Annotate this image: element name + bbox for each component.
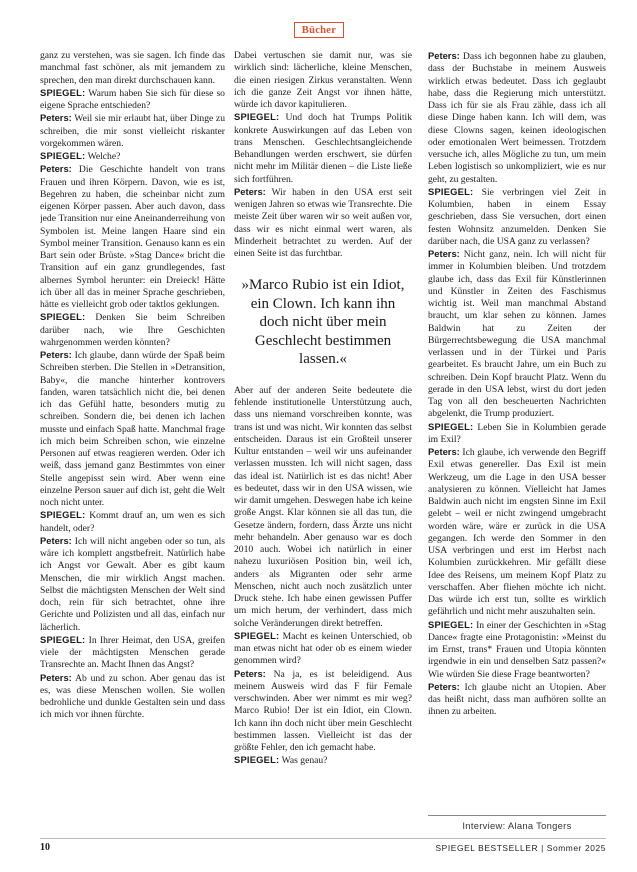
footer-rule: [40, 838, 606, 839]
column-1: [40, 50, 225, 850]
paragraph: Peters: Ab und zu schon. Aber genau das ist es, was diese Menschen wollen. Sie wollen bedrohliche und dunkle Gestalten sein und dass ich mich vor ihnen fürchte.: [40, 671, 225, 721]
credit-rule: [428, 815, 606, 816]
paragraph: SPIEGEL: Sie verbringen viel Zeit in Kolumbien, haben in einem Essay geschrieben, dass Sie versuchen, dort einen festen Wohnsitz anzumelden. Denken Sie darüber nach, die USA ganz zu verlassen?: [428, 185, 606, 247]
column-2: [234, 50, 412, 850]
paragraph: SPIEGEL: Kommt drauf an, um wen es sich handelt, oder?: [40, 509, 225, 534]
paragraph: Peters: Weil sie mir erlaubt hat, über Dinge zu schreiben, die mir sonst vielleicht riskanter vorgekommen wären.: [40, 112, 225, 149]
paragraph: Peters: Die Geschichte handelt von trans Frauen und ihren Körpern. Davon, wie es ist, Begehren zu haben, die scheinbar nicht zum eigenen Körper passen. Aber auch davon, dass jede Transition nur eine Aneinanderreihung von Symbolen ist. Meine langen Haare sind ein Symbol meiner Transition. Genauso kann es ein Bart sein oder Brüste. »Stag Dance« bricht die Transition auf ein ganz grundlegendes, fast albernes Symbol herunter: ein Dreieck! Hätte ich über all das in meiner Sprache geschrieben, hätte es vielleicht grob oder taktlos geklungen.: [40, 163, 225, 310]
paragraph: SPIEGEL: Denken Sie beim Schreiben darüber nach, wie Ihre Geschichten wahrgenommen werden könnten?: [40, 311, 225, 348]
paragraph: SPIEGEL: Macht es keinen Unterschied, ob man etwas nicht hat oder ob es einem wieder genommen wird?: [234, 629, 412, 667]
paragraph: SPIEGEL: In einer der Geschichten in »Stag Dance« fragte eine Protagonistin: »Meinst du im Ernst, trans* Frauen und Utopia könnten irgendwie in ein und denselben Satz passen?« Wie würden Sie diese Frage beantworten?: [428, 618, 606, 680]
pull-quote: »Marco Rubio ist ein Idiot, ein Clown. Ich kann ihn doch nicht über mein Geschlecht bestimmen lassen.«: [241, 277, 405, 368]
interview-credit: Interview: Alana Tongers: [462, 820, 572, 831]
paragraph: SPIEGEL: Und doch hat Trumps Politik konkrete Auswirkungen auf das Leben von trans Menschen. Geschlechtsangleichende Behandlungen werden erschwert, sie dürfen nicht mehr im Militär dienen – die Liste ließe sich fortführen.: [234, 111, 412, 185]
section-tag: Bücher: [294, 22, 344, 38]
paragraph: Peters: Na ja, es ist beleidigend. Aus meinem Ausweis wird das F für Female verschwinden. Aber wer nimmt es mir weg? Marco Rubio! Der ist ein Idiot, ein Clown. Ich kann ihn doch nicht über mein Geschlecht bestimmen lassen. Vielleicht ist das der größte Fehler, den ich gemacht habe.: [234, 667, 412, 753]
paragraph: SPIEGEL: Was genau?: [234, 754, 328, 767]
column-3: [428, 50, 606, 815]
magazine-footer: SPIEGEL BESTSELLER | Sommer 2025: [435, 843, 606, 853]
paragraph: SPIEGEL: Leben Sie in Kolumbien gerade im Exil?: [428, 420, 606, 445]
paragraph: Peters: Ich glaube nicht an Utopien. Aber das heißt nicht, dass man aufhören sollte an ihnen zu arbeiten.: [428, 680, 606, 718]
paragraph: Aber auf der anderen Seite bedeutete die fehlende institutionelle Unterstützung auch, dass uns niemand vorschreiben konnte, was trans ist und was nicht. Wir konnten das selbst entscheiden. Daraus ist ein Großteil unserer Kultur entstanden – weil wir uns aufeinander verlassen mussten. Ich will nicht sagen, dass das ideal ist. Natürlich ist es das nicht! Aber es bedeutet, dass wir in den USA wissen, wie wir damit umgehen. Deswegen habe ich keine große Angst. Klar können sie all das tun, die Gesetze ändern, fordern, dass Ärzte uns nicht mehr behandeln. Aber genauso war es doch 2010 auch. Wobei ich natürlich in einer nahezu luxuriösen Position bin, weil ich, anders als Migranten oder sehr arme Menschen, nicht auch noch zusätzlich unter Druck stehe. Ich habe einen gewissen Puffer um mich herum, der verhindert, dass mich solche Veränderungen direkt betreffen.: [234, 384, 412, 629]
paragraph: ganz zu verstehen, was sie sagen. Ich finde das manchmal fast schöner, als mit jemandem zu sprechen, den man direkt durchschauen kann.: [40, 50, 225, 86]
paragraph: Peters: Ich glaube, dann würde der Spaß beim Schreiben sterben. Die Stellen in »Detransition, Baby«, die manche hinterher kontrovers fanden, waren tatsächlich nicht die, bei denen ich das Gefühl hatte, besonders mutig zu schreiben. Sondern die, bei denen ich lachen musste und einfach Spaß hatte. Manchmal frage ich mich beim Schreiben schon, wie einzelne Personen auf etwas reagieren werden. Oder ich weiß, dass jemand ganz Bestimmtes von einer Stelle angepisst sein wird. Aber wenn eine einzelne Person sauer auf dich ist, geht die Welt noch nicht unter.: [40, 349, 225, 508]
paragraph: Dabei vertuschen sie damit nur, was sie wirklich sind: lächerliche, kleine Menschen, die einen riesigen Zirkus veranstalten. Wenn ich die ganze Zeit Angst vor ihnen hätte, würde ich davor kapitulieren.: [234, 50, 412, 110]
page-number: 10: [40, 842, 50, 853]
paragraph: SPIEGEL: Warum haben Sie sich für diese so eigene Sprache entschieden?: [40, 86, 225, 111]
paragraph: Peters: Ich glaube, ich verwende den Begriff Exil etwas genereller. Das Exil ist mein Werkzeug, um die Lage in den USA besser analysieren zu können. Vielleicht hat James Baldwin auch nicht im engsten Sinne im Exil gelebt – weil er nicht zwingend umgebracht worden wäre, wäre er zurück in die USA gegangen. Ich werde den Sommer in den USA verbringen und erst im Herbst nach Kolumbien zurückkehren. Mir gefällt diese Idee des Reisens, um meinem Kopf Platz zu verschaffen. Aber fliehen möchte ich nicht. Das würde ich erst tun, sollte es wirklich gefährlich und nicht mehr auszuhalten sein.: [428, 446, 606, 618]
paragraph: Peters: Wir haben in den USA erst seit wenigen Jahren so etwas wie Transrechte. Die meiste Zeit über waren wir so weit außen vor, dass wir es nicht einmal wert waren, als Minderheit betrachtet zu werden. Auf der einen Seite ist das furchtbar.: [234, 185, 412, 259]
paragraph: Peters: Nicht ganz, nein. Ich will nicht für immer in Kolumbien bleiben. Und trotzdem glaube ich, dass das Exil für Künstlerinnen und Künstler in Zeiten des Faschismus wichtig ist. Weil man manchmal Abstand braucht, um klar sehen zu können. James Baldwin hat zu Zeiten der Bürgerrechtsbewegung die USA manchmal verlassen und in der Türkei und Paris gearbeitet. Es braucht Jahre, um ein Buch zu schreiben. Dein Kopf braucht Platz. Wenn du gerade in den USA lebst, wirst du dort jeden Tag von all den bescheuerten Nachrichten abgelenkt, die Trump produziert.: [428, 248, 606, 420]
paragraph: SPIEGEL: Welche?: [40, 150, 121, 162]
paragraph: Peters: Ich will nicht angeben oder so tun, als wäre ich komplett angstbefreit. Natürlich habe ich Angst vor Gewalt. Aber es gibt kaum Menschen, die mir wirklich Angst machen. Selbst die mächtigsten Menschen der Welt sind doch, rein für sich betrachtet, ohne ihre Gerichte und Polizisten und all das, einfach nur lächerlich.: [40, 534, 225, 633]
paragraph: Peters: Dass ich begonnen habe zu glauben, dass der Buchstabe in meinem Ausweis wirklich etwas bedeutet. Dass ich geglaubt habe, dass die Regierung mich unterstützt. Dass ich für sie als Frau zähle, dass ich all diese Dinge haben kann. Ich will dem, was diese Clowns sagen, keinen ideologischen oder emotionalen Wert beimessen. Trotzdem versuche ich, alles Mögliche zu tun, um mein Leben logistisch so unkompliziert, wie es nur geht, zu gestalten.: [428, 50, 606, 185]
paragraph: SPIEGEL: In Ihrer Heimat, den USA, greifen viele der mächtigsten Menschen gerade Transrechte an. Macht Ihnen das Angst?: [40, 633, 225, 671]
